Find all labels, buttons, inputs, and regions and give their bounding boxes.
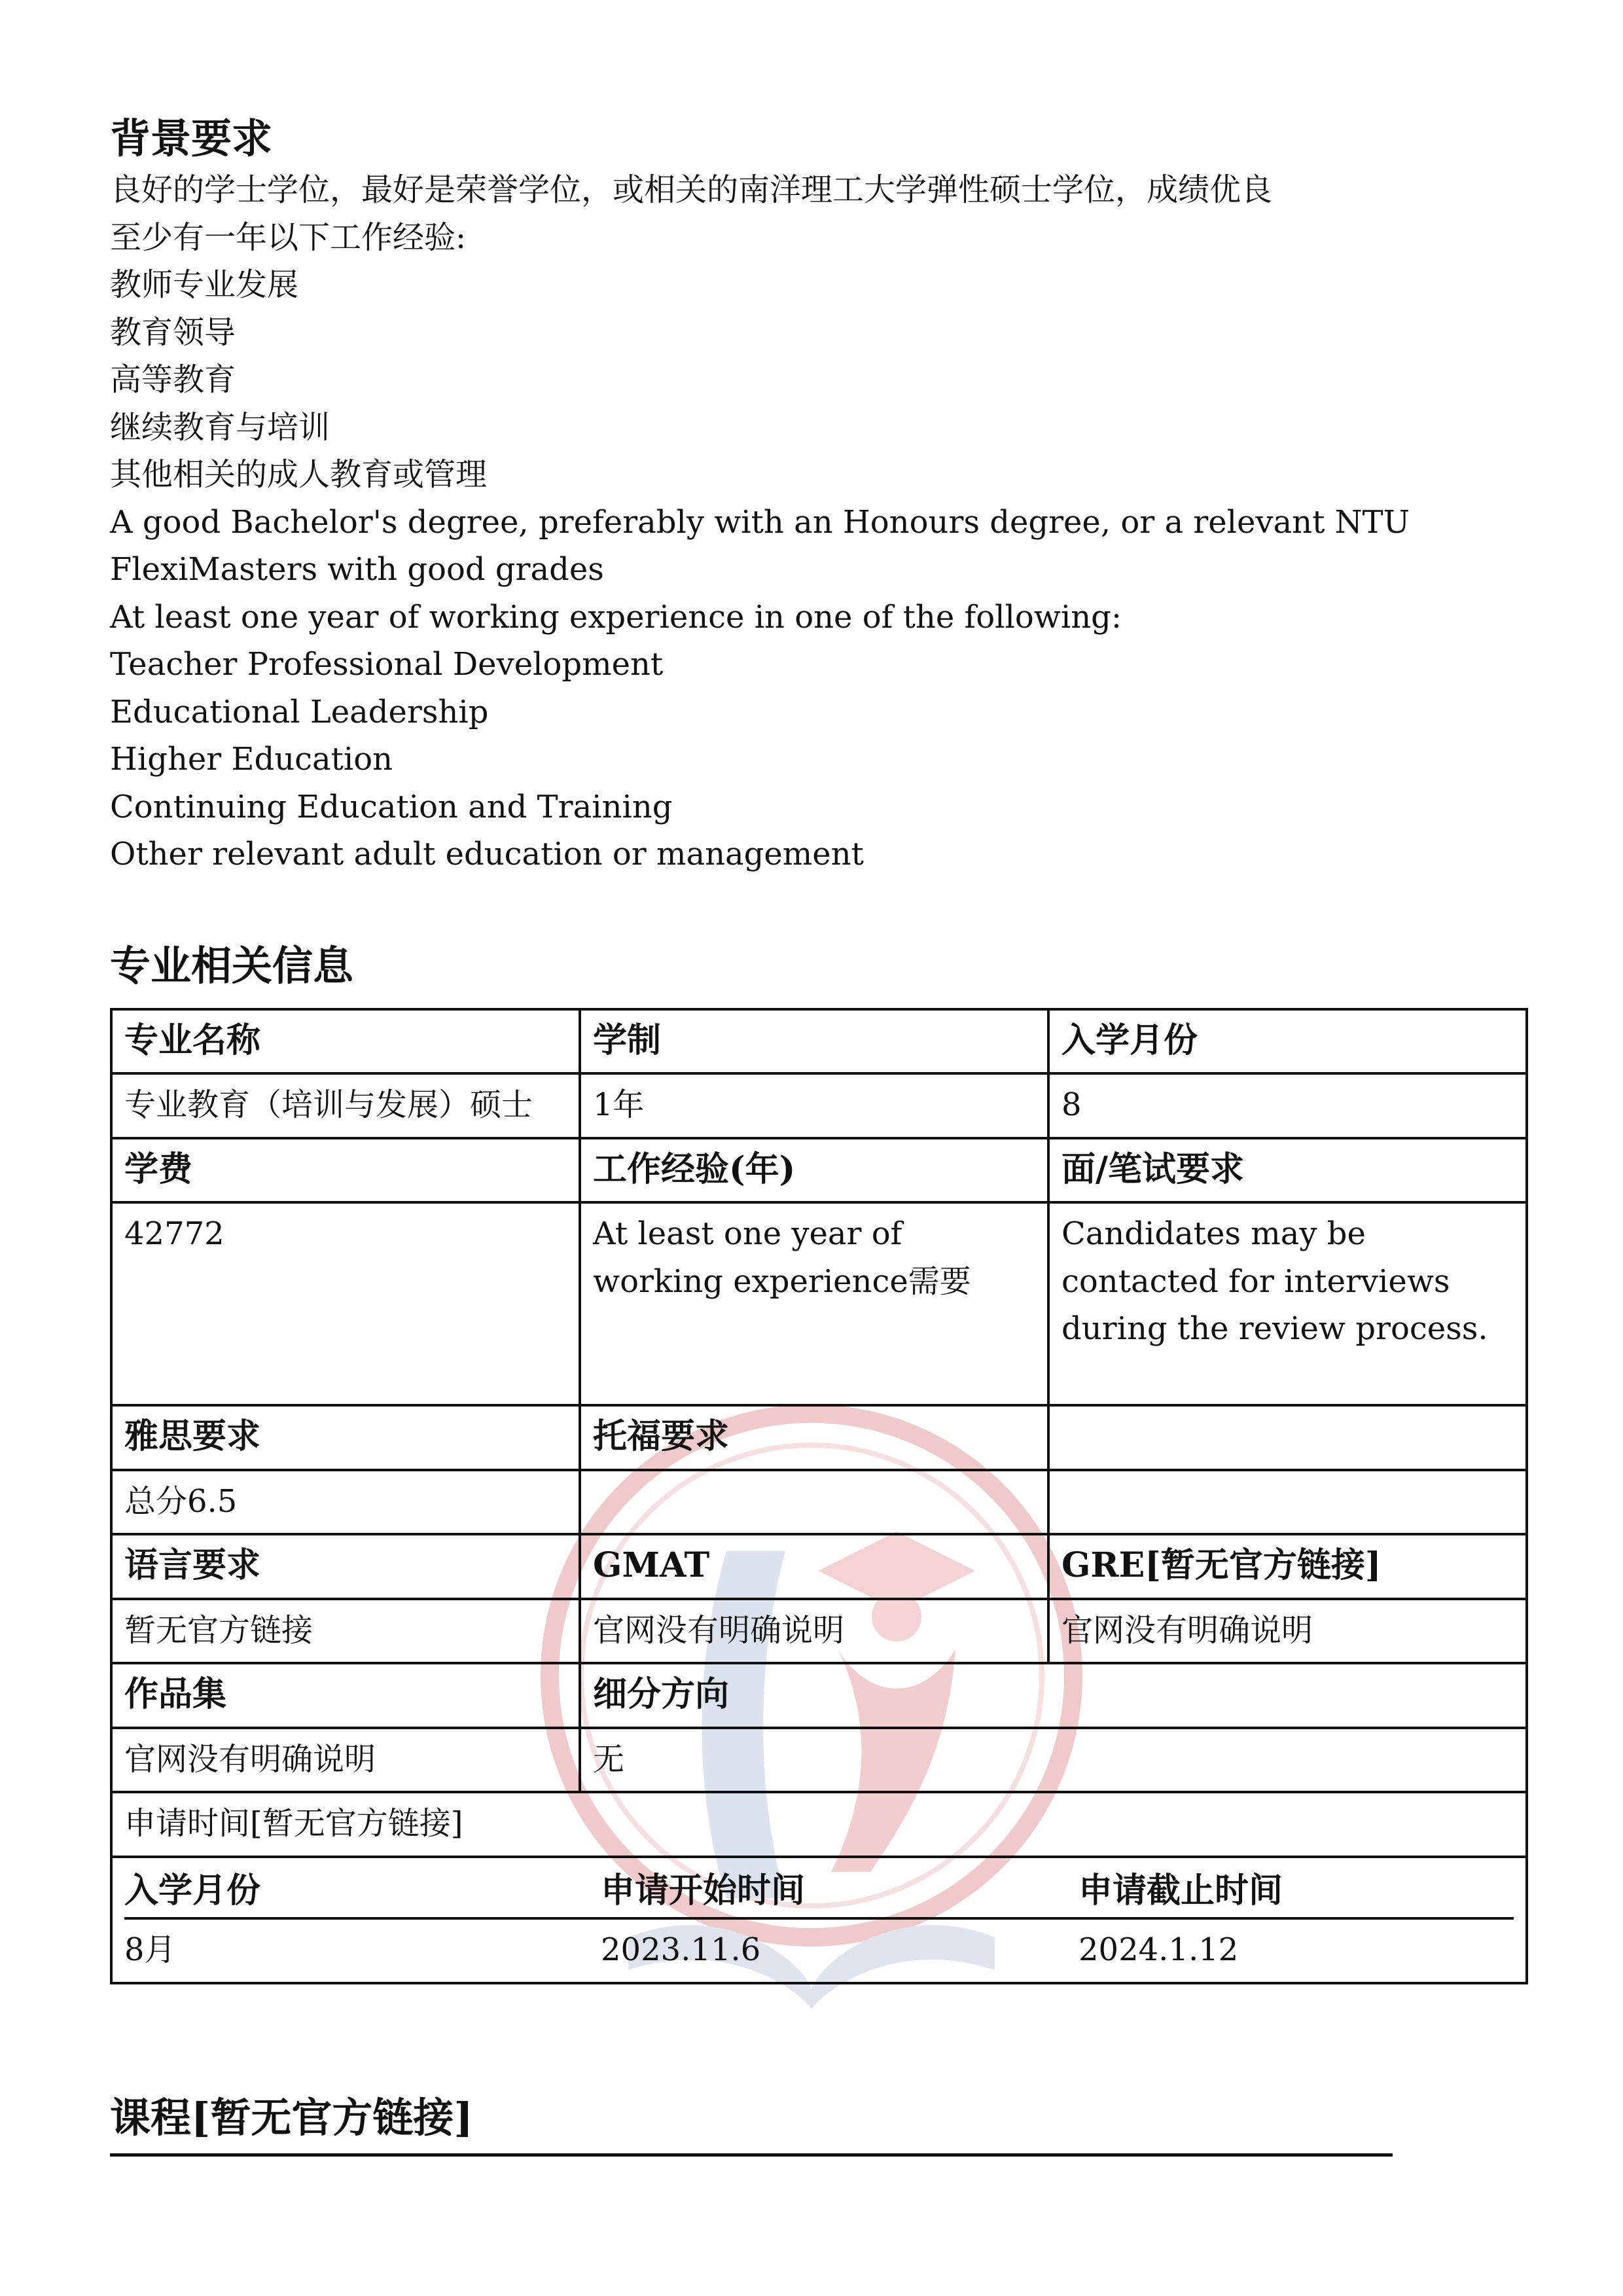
value-portfolio: 官网没有明确说明 xyxy=(111,1728,580,1793)
application-dates-table xyxy=(124,1858,1514,1977)
header-app-intake: 入学月份 xyxy=(124,1858,601,1919)
header-duration: 学制 xyxy=(580,1009,1048,1074)
header-gmat: GMAT xyxy=(580,1534,1048,1599)
background-line: Higher Education xyxy=(110,741,393,778)
value-interview: Candidates may be contacted for interviews during the review process. xyxy=(1048,1202,1527,1405)
header-interview: 面/笔试要求 xyxy=(1048,1138,1527,1203)
table-row xyxy=(111,1470,1527,1535)
background-line: 良好的学士学位，最好是荣誉学位，或相关的南洋理工大学弹性硕士学位，成绩优良 xyxy=(110,171,1273,208)
value-ielts: 总分6.5 xyxy=(111,1470,580,1535)
background-line: 继续教育与培训 xyxy=(110,408,330,446)
header-gre: GRE[暂无官方链接] xyxy=(1048,1534,1527,1599)
header-intake-month: 入学月份 xyxy=(1048,1009,1527,1074)
background-line: 至少有一年以下工作经验: xyxy=(110,219,467,256)
value-toefl xyxy=(580,1470,1048,1535)
table-row xyxy=(111,1202,1527,1405)
background-title: 背景要求 xyxy=(110,115,273,162)
header-direction: 细分方向 xyxy=(580,1663,1527,1728)
table-row xyxy=(111,1728,1527,1793)
header-work-experience: 工作经验(年) xyxy=(580,1138,1048,1203)
value-program-name: 专业教育（培训与发展）硕士 xyxy=(111,1073,580,1138)
course-section xyxy=(110,2090,1393,2157)
value-direction: 无 xyxy=(580,1728,1527,1793)
background-line: Teacher Professional Development xyxy=(110,646,664,683)
table-row xyxy=(111,1663,1527,1728)
course-title: 课程[暂无官方链接] xyxy=(110,2090,1393,2157)
background-line: 教师专业发展 xyxy=(110,266,299,303)
program-section xyxy=(110,939,1530,1984)
table-row xyxy=(111,1599,1527,1664)
value-tuition: 42772 xyxy=(111,1202,580,1405)
value-language: 暂无官方链接 xyxy=(111,1599,580,1664)
background-line: Other relevant adult education or management xyxy=(110,836,864,872)
value-work-experience: At least one year of working experience需要 xyxy=(580,1202,1048,1405)
header-language: 语言要求 xyxy=(111,1534,580,1599)
value-gre: 官网没有明确说明 xyxy=(1048,1599,1527,1664)
background-lines xyxy=(110,166,1530,878)
value-duration: 1年 xyxy=(580,1073,1048,1138)
value-app-start: 2023.11.6 xyxy=(601,1931,761,1968)
value-intake-month: 8 xyxy=(1048,1073,1527,1138)
background-line: 高等教育 xyxy=(110,361,236,398)
background-line: FlexiMasters with good grades xyxy=(110,551,604,588)
table-row xyxy=(124,1918,1514,1977)
table-row xyxy=(111,1405,1527,1470)
empty-cell xyxy=(1048,1405,1527,1470)
table-row xyxy=(111,1857,1527,1983)
empty-cell xyxy=(1048,1470,1527,1535)
background-line: Continuing Education and Training xyxy=(110,788,673,825)
header-toefl: 托福要求 xyxy=(580,1405,1048,1470)
value-gmat: 官网没有明确说明 xyxy=(580,1599,1048,1664)
background-line: Educational Leadership xyxy=(110,693,489,730)
header-ielts: 雅思要求 xyxy=(111,1405,580,1470)
program-title: 专业相关信息 xyxy=(110,941,354,990)
table-row xyxy=(111,1009,1527,1074)
header-tuition: 学费 xyxy=(111,1138,580,1203)
background-line: 教育领导 xyxy=(110,314,236,351)
table-row xyxy=(111,1138,1527,1203)
table-row xyxy=(111,1073,1527,1138)
background-line: 其他相关的成人教育或管理 xyxy=(110,456,488,493)
value-app-intake: 8月 xyxy=(124,1931,176,1968)
header-app-start: 申请开始时间 xyxy=(601,1858,1079,1919)
content xyxy=(110,111,1530,1984)
application-time-label: 申请时间[暂无官方链接] xyxy=(111,1792,1527,1857)
background-line: At least one year of working experience in one of the following: xyxy=(110,598,1122,636)
value-app-end: 2024.1.12 xyxy=(1079,1931,1239,1968)
table-row xyxy=(111,1534,1527,1599)
application-dates-cell xyxy=(111,1857,1527,1983)
background-line: A good Bachelor's degree, preferably with an Honours degree, or a relevant NTU xyxy=(110,503,1410,541)
header-program-name: 专业名称 xyxy=(111,1009,580,1074)
program-info-table xyxy=(110,1008,1528,1984)
header-portfolio: 作品集 xyxy=(111,1663,580,1728)
table-row xyxy=(124,1858,1514,1919)
header-app-end: 申请截止时间 xyxy=(1079,1858,1514,1919)
table-row xyxy=(111,1792,1527,1857)
